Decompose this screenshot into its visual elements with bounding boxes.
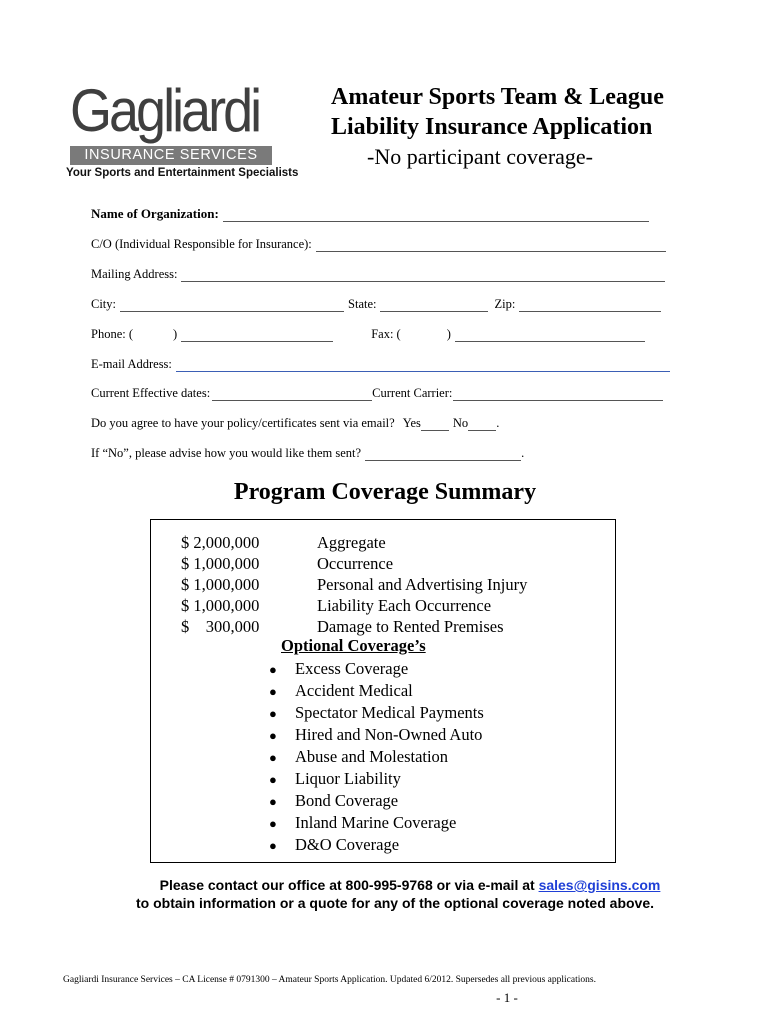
limit-row (181, 553, 393, 574)
limit-label: Liability Each Occurrence (317, 596, 492, 615)
phone-label: Phone: ( (91, 327, 134, 341)
logo-tagline: Your Sports and Entertainment Specialists (66, 167, 299, 179)
co-field-row (91, 236, 666, 252)
contact-notice (0, 876, 770, 912)
limit-amount: $ 2,000,000 (181, 533, 260, 552)
zip-label: Zip: (494, 297, 516, 311)
co-label: C/O (Individual Responsible for Insurance): (91, 237, 312, 251)
fax-label: Fax: ( (371, 327, 401, 341)
list-item (269, 724, 482, 746)
company-logo (66, 77, 299, 179)
state-label: State: (348, 297, 377, 311)
bullet-icon: ● (269, 816, 277, 831)
limit-row (181, 595, 491, 616)
bullet-icon: ● (269, 838, 277, 853)
org-field-row (91, 206, 649, 222)
mailing-field-row (91, 266, 665, 282)
optional-coverage-label: Bond Coverage (295, 791, 399, 810)
delivery-method-row: If “No”, please advise how you would like them sent? . (91, 446, 525, 460)
co-input-line[interactable] (316, 238, 666, 252)
optional-coverage-label: Inland Marine Coverage (295, 813, 457, 832)
contact-line-1: Please contact our office at 800-995-9768 or via e-mail at (159, 877, 535, 893)
state-input-line[interactable] (380, 298, 488, 312)
city-input-line[interactable] (120, 298, 344, 312)
optional-coverage-label: Spectator Medical Payments (295, 703, 484, 722)
document-title (331, 82, 751, 172)
effective-dates-label: Current Effective dates: (91, 386, 211, 400)
limit-amount: $ 1,000,000 (181, 554, 260, 573)
list-item (269, 834, 399, 856)
phone-input-line[interactable] (181, 328, 333, 342)
phone-fax-row (91, 326, 645, 342)
bullet-icon: ● (269, 772, 277, 787)
delivery-method-input-line[interactable] (365, 447, 521, 461)
limit-row (181, 532, 386, 553)
list-item (269, 768, 401, 790)
zip-input-line[interactable] (519, 298, 661, 312)
coverage-summary-box (150, 519, 616, 863)
list-item (269, 658, 408, 680)
mailing-label: Mailing Address: (91, 267, 178, 281)
yes-label: Yes (402, 416, 421, 430)
title-subtitle: -No participant coverage- (367, 144, 593, 169)
carrier-label: Current Carrier: (372, 386, 453, 400)
coverage-summary-title: Program Coverage Summary (233, 479, 537, 505)
phone-paren: ) (173, 327, 178, 341)
no-label: No (452, 416, 469, 430)
contact-line-2: to obtain information or a quote for any of the optional coverage noted above. (135, 895, 655, 911)
email-input-line[interactable] (176, 358, 670, 372)
city-state-zip-row (91, 296, 661, 312)
email-consent-question: Do you agree to have your policy/certificates sent via email? (91, 416, 395, 430)
mailing-input-line[interactable] (181, 268, 665, 282)
list-item (269, 790, 398, 812)
limit-amount: $ 1,000,000 (181, 575, 260, 594)
optional-coverage-label: Accident Medical (295, 681, 413, 700)
optional-coverage-label: Abuse and Molestation (295, 747, 449, 766)
bullet-icon: ● (269, 728, 277, 743)
footer-license-text: Gagliardi Insurance Services – CA License # 0791300 – Amateur Sports Application. Updated 6/2012. Supersedes all previous applications. (63, 975, 596, 985)
limit-label: Aggregate (317, 533, 386, 552)
limit-label: Damage to Rented Premises (317, 617, 504, 636)
fax-input-line[interactable] (455, 328, 645, 342)
no-input-line[interactable] (468, 417, 496, 431)
logo-wordmark: Gagliardi (70, 77, 260, 145)
list-item (269, 746, 448, 768)
effective-dates-input-line[interactable] (212, 387, 372, 401)
optional-coverage-label: Excess Coverage (295, 659, 409, 678)
title-line-2: Liability Insurance Application (331, 114, 653, 140)
email-consent-row: Do you agree to have your policy/certificates sent via email? Yes No . (91, 416, 500, 430)
bullet-icon: ● (269, 794, 277, 809)
limit-amount: $ 300,000 (181, 617, 260, 636)
carrier-input-line[interactable] (453, 387, 663, 401)
bullet-icon: ● (269, 750, 277, 765)
org-label: Name of Organization: (91, 206, 219, 221)
bullet-icon: ● (269, 684, 277, 699)
dates-carrier-row (91, 385, 663, 401)
optional-coverage-label: Hired and Non-Owned Auto (295, 725, 483, 744)
limit-row (181, 574, 527, 595)
title-line-1: Amateur Sports Team & League (331, 84, 664, 110)
list-item (269, 812, 456, 834)
fax-paren: ) (446, 327, 451, 341)
email-label: E-mail Address: (91, 357, 172, 371)
yes-input-line[interactable] (421, 417, 449, 431)
bullet-icon: ● (269, 662, 277, 677)
limit-row (181, 616, 504, 637)
email-field-row (91, 356, 670, 372)
page-number: - 1 - (496, 990, 518, 1005)
list-item (269, 680, 413, 702)
optional-coverages-title: Optional Coverage’s (281, 636, 426, 655)
limit-amount: $ 1,000,000 (181, 596, 260, 615)
sales-email-link[interactable]: sales@gisins.com (538, 877, 661, 893)
limit-label: Personal and Advertising Injury (317, 575, 528, 594)
city-label: City: (91, 297, 117, 311)
delivery-method-question: If “No”, please advise how you would like them sent? (91, 446, 362, 460)
list-item (269, 702, 484, 724)
org-input-line[interactable] (223, 208, 649, 222)
optional-coverage-label: Liquor Liability (295, 769, 401, 788)
limit-label: Occurrence (317, 554, 394, 573)
logo-band: INSURANCE SERVICES (70, 146, 272, 165)
optional-coverage-label: D&O Coverage (295, 835, 400, 854)
bullet-icon: ● (269, 706, 277, 721)
